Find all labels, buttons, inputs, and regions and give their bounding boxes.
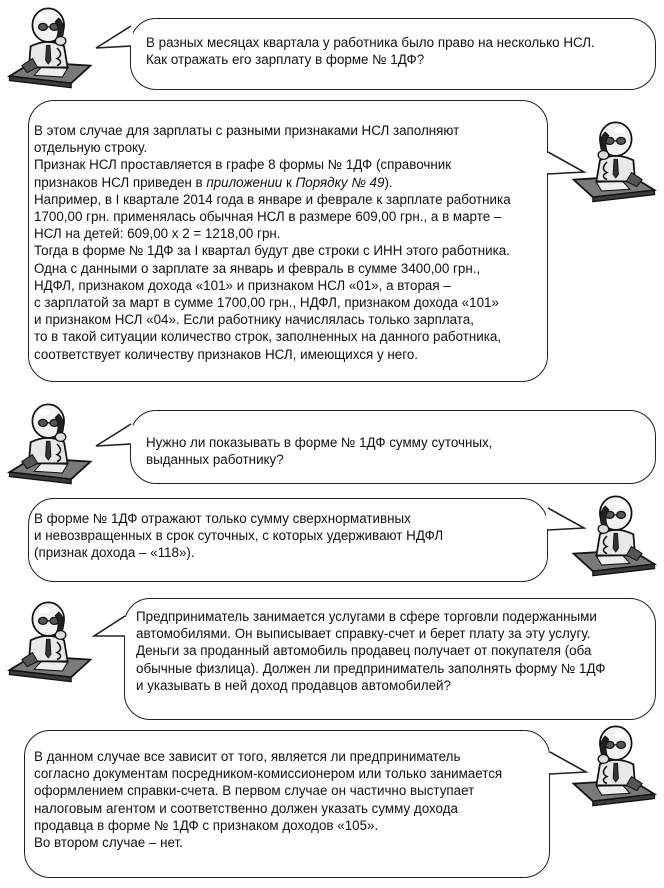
text-line: Предприниматель занимается услугами в сфере торговли подержанными xyxy=(136,609,597,624)
text-line: и невозвращенных в срок суточных, с которых удерживают НДФЛ xyxy=(34,528,444,544)
question-text xyxy=(146,434,492,468)
text-line: налоговым агентом и соответственно должен указать сумму дохода xyxy=(34,800,458,816)
text-line: выданных работнику? xyxy=(146,452,284,468)
text-line: обычные физлица). Должен ли предприниматель заполнять форму № 1ДФ xyxy=(136,660,606,676)
text-line: НСЛ на детей: 609,00 х 2 = 1218,00 грн. xyxy=(34,226,281,242)
consultant-with-phone-icon xyxy=(6,598,94,686)
text-line: согласно документам посредником-комиссионером или только занимается xyxy=(34,766,503,782)
answer-text xyxy=(34,510,443,562)
consultant-with-phone-icon xyxy=(570,722,658,810)
answer-text xyxy=(34,122,511,363)
text-line: В этом случае для зарплаты с разными признаками НСЛ заполняют xyxy=(34,123,460,138)
text-line: 1700,00 грн. применялась обычная НСЛ в размере 609,00 грн., а в марте – xyxy=(34,209,502,225)
text-line: признаков НСЛ приведен в приложении к Порядку № 49). xyxy=(34,174,393,190)
text-line: (признак дохода – «118»). xyxy=(34,545,195,561)
text-line: Одна с данными о зарплате за январь и февраль в сумме 3400,00 грн., xyxy=(34,260,481,276)
text-line: и указывать в ней доход продавцов автомобилей? xyxy=(136,677,451,693)
bubble-tail xyxy=(94,418,136,452)
text-line: оформлением справки-счета. В первом случае он частично выступает xyxy=(34,783,475,799)
appendix-reference: приложении xyxy=(206,174,283,190)
bubble-tail xyxy=(94,20,136,54)
text-line: Тогда в форме № 1ДФ за I квартал будут две строки с ИНН этого работника. xyxy=(34,243,510,259)
text-line: автомобилями. Он выписывает справку-счет и берет плату за эту услугу. xyxy=(136,626,591,642)
text-line: Признак НСЛ проставляется в графе 8 формы № 1ДФ (справочник xyxy=(34,157,452,173)
text-line: В данном случае все зависит от того, является ли предприниматель xyxy=(34,749,461,764)
text-line: Как отражать его зарплату в форме № 1ДФ? xyxy=(146,52,425,68)
consultant-with-phone-icon xyxy=(6,400,94,488)
text-line: отдельную строку. xyxy=(34,140,148,156)
text-line: Во втором случае – нет. xyxy=(34,835,183,851)
text-line: Нужно ли показывать в форме № 1ДФ сумму суточных, xyxy=(146,435,493,450)
text-line: то в такой ситуации количество строк, заполненных на данного работника, xyxy=(34,329,502,345)
text-line: продавца в форме № 1ДФ с признаком доходов «105». xyxy=(34,817,379,833)
text-line: Например, в I квартале 2014 года в январе и феврале к зарплате работника xyxy=(34,191,511,207)
consultant-with-phone-icon xyxy=(570,492,658,580)
text-line: В форме № 1ДФ отражают только сумму сверхнормативных xyxy=(34,511,411,526)
text-line: В разных месяцах квартала у работника было право на несколько НСЛ. xyxy=(146,35,595,50)
question-text xyxy=(136,608,605,694)
consultant-with-phone-icon xyxy=(6,4,94,92)
text-line: Деньги за проданный автомобиль продавец получает от покупателя (оба xyxy=(136,643,592,659)
answer-text xyxy=(34,748,502,851)
consultant-with-phone-icon xyxy=(570,118,658,206)
order-reference: Порядку № 49 xyxy=(295,174,385,190)
text-line: НДФЛ, признаком дохода «101» и признаком НСЛ «01», а вторая – xyxy=(34,277,451,293)
text-line: и признаком НСЛ «04». Если работнику начислялась только зарплата, xyxy=(34,312,474,328)
question-text xyxy=(146,34,595,68)
text-line: с зарплатой за март в сумме 1700,00 грн., НДФЛ, признаком дохода «101» xyxy=(34,295,499,311)
text-line: соответствует количеству признаков НСЛ, имеющихся у него. xyxy=(34,346,418,362)
bubble-tail xyxy=(92,610,130,644)
